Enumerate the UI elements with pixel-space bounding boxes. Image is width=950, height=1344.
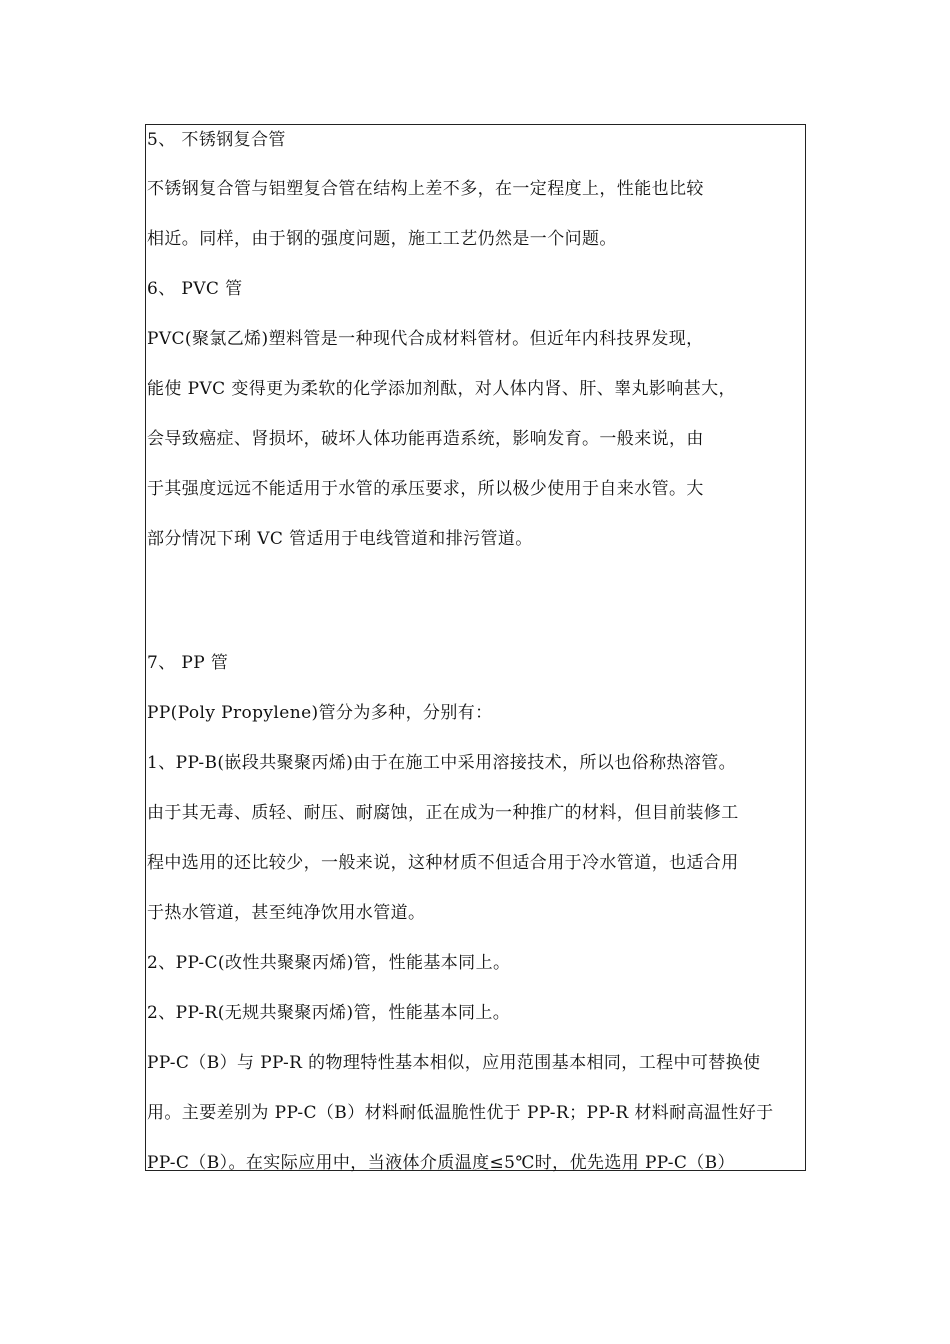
list-item-pp-r: 2、PP-R(无规共聚聚丙烯)管，性能基本同上。 <box>147 1003 511 1023</box>
paragraph-line: PVC(聚氯乙烯)塑料管是一种现代合成材料管材。但近年内科技界发现， <box>147 329 704 349</box>
list-item-pp-b: 1、PP-B(嵌段共聚聚丙烯)由于在施工中采用溶接技术，所以也俗称热溶管。 <box>147 753 737 773</box>
paragraph-line: 于热水管道，甚至纯净饮用水管道。 <box>147 903 426 923</box>
heading-pp-pipe: 7、 PP 管 <box>147 653 229 673</box>
paragraph-line: 相近。同样，由于钢的强度问题，施工工艺仍然是一个问题。 <box>147 229 617 249</box>
paragraph-line: 不锈钢复合管与铝塑复合管在结构上差不多，在一定程度上，性能也比较 <box>147 179 704 199</box>
heading-pvc-pipe: 6、 PVC 管 <box>147 279 243 299</box>
paragraph-line: 由于其无毒、质轻、耐压、耐腐蚀，正在成为一种推广的材料，但目前装修工 <box>147 803 739 823</box>
paragraph-line: 能使 PVC 变得更为柔软的化学添加剂酞，对人体内肾、肝、睾丸影响甚大， <box>147 379 736 399</box>
paragraph-line: 程中选用的还比较少，一般来说，这种材质不但适合用于冷水管道，也适合用 <box>147 853 739 873</box>
list-item-pp-c: 2、PP-C(改性共聚聚丙烯)管，性能基本同上。 <box>147 953 511 973</box>
heading-stainless-composite-pipe: 5、 不锈钢复合管 <box>147 130 286 150</box>
paragraph-line: 部分情况下琍 VC 管适用于电线管道和排污管道。 <box>147 529 533 549</box>
paragraph-line: 于其强度远远不能适用于水管的承压要求，所以极少使用于自来水管。大 <box>147 479 704 499</box>
paragraph-line: 会导致癌症、肾损坏，破坏人体功能再造系统，影响发育。一般来说，由 <box>147 429 704 449</box>
paragraph-line: PP-C（B）与 PP-R 的物理特性基本相似，应用范围基本相同，工程中可替换使 <box>147 1053 761 1073</box>
paragraph-line: PP-C（B）。在实际应用中，当液体介质温度≤5℃时，优先选用 PP-C（B） <box>147 1153 735 1173</box>
paragraph-line: PP(Poly Propylene)管分为多种，分别有： <box>147 703 493 723</box>
paragraph-line: 用。主要差别为 PP-C（B）材料耐低温脆性优于 PP-R；PP-R 材料耐高温性好于 <box>147 1103 774 1123</box>
